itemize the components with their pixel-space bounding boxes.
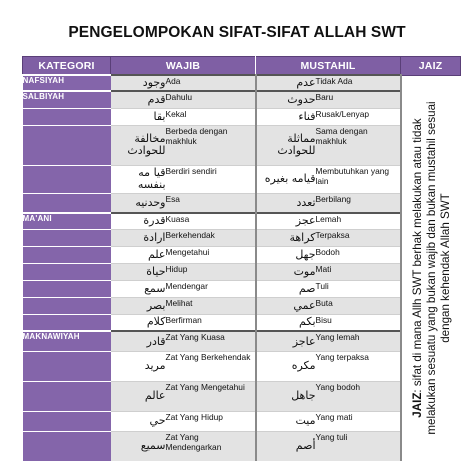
table-row xyxy=(23,280,461,297)
jaiz-cell xyxy=(401,75,461,461)
kategori-cell xyxy=(23,411,111,431)
wajib-meaning-cell: Hidup xyxy=(166,263,256,280)
jaiz-panel xyxy=(402,76,462,461)
jaiz-label: JAIZ xyxy=(410,392,424,418)
wajib-meaning-cell: Esa xyxy=(166,193,256,213)
mustahil-arabic-cell: موت xyxy=(256,263,316,280)
table-row xyxy=(23,351,461,381)
mustahil-meaning-cell: Berbilang xyxy=(316,193,401,213)
wajib-meaning-cell: Mengetahui xyxy=(166,246,256,263)
kategori-cell xyxy=(23,229,111,246)
kategori-cell: MA'ANI xyxy=(23,213,111,229)
table-row xyxy=(23,263,461,280)
mustahil-meaning-cell: Buta xyxy=(316,297,401,314)
kategori-cell xyxy=(23,351,111,381)
wajib-meaning-cell: Berdiri sendiri xyxy=(166,165,256,193)
jaiz-line-1-text: : sifat di mana Allh SWT berhak melakukan atau tidak xyxy=(410,117,424,393)
mustahil-meaning-cell: Terpaksa xyxy=(316,229,401,246)
wajib-arabic-cell: مريد xyxy=(111,351,166,381)
kategori-cell xyxy=(23,280,111,297)
table-row xyxy=(23,125,461,165)
wajib-meaning-cell: Kekal xyxy=(166,108,256,125)
jaiz-line-1 xyxy=(411,78,425,458)
wajib-arabic-cell: وجود xyxy=(111,75,166,91)
table-row xyxy=(23,75,461,91)
mustahil-meaning-cell: Yang lemah xyxy=(316,331,401,351)
mustahil-meaning-cell: Rusak/Lenyap xyxy=(316,108,401,125)
kategori-cell xyxy=(23,193,111,213)
mustahil-meaning-cell: Yang tuli xyxy=(316,431,401,460)
header-wajib: WAJIB xyxy=(111,57,256,76)
mustahil-arabic-cell: كراهة xyxy=(256,229,316,246)
mustahil-meaning-cell: Yang terpaksa xyxy=(316,351,401,381)
table-row xyxy=(23,431,461,460)
kategori-cell xyxy=(23,165,111,193)
wajib-meaning-cell: Melihat xyxy=(166,297,256,314)
wajib-meaning-cell: Zat Yang Kuasa xyxy=(166,331,256,351)
table-row xyxy=(23,381,461,411)
table-row xyxy=(23,246,461,263)
jaiz-definition xyxy=(411,78,453,458)
wajib-meaning-cell: Mendengar xyxy=(166,280,256,297)
wajib-meaning-cell: Berfirman xyxy=(166,314,256,331)
table-row xyxy=(23,297,461,314)
kategori-cell xyxy=(23,381,111,411)
wajib-arabic-cell: قدم xyxy=(111,91,166,108)
wajib-arabic-cell: قدرة xyxy=(111,213,166,229)
kategori-cell xyxy=(23,108,111,125)
mustahil-arabic-cell: فناء xyxy=(256,108,316,125)
table-row xyxy=(23,229,461,246)
wajib-meaning-cell: Dahulu xyxy=(166,91,256,108)
kategori-cell: SALBIYAH xyxy=(23,91,111,108)
wajib-arabic-cell: وحدنيه xyxy=(111,193,166,213)
wajib-arabic-cell: عالم xyxy=(111,381,166,411)
table-row xyxy=(23,108,461,125)
wajib-meaning-cell: Ada xyxy=(166,75,256,91)
wajib-arabic-cell: حي xyxy=(111,411,166,431)
mustahil-arabic-cell: جهل xyxy=(256,246,316,263)
table-row xyxy=(23,411,461,431)
wajib-arabic-cell: كلام xyxy=(111,314,166,331)
mustahil-arabic-cell: ميت xyxy=(256,411,316,431)
wajib-arabic-cell: قادر xyxy=(111,331,166,351)
wajib-arabic-cell: سميع xyxy=(111,431,166,460)
mustahil-meaning-cell: Yang mati xyxy=(316,411,401,431)
wajib-meaning-cell: Kuasa xyxy=(166,213,256,229)
mustahil-meaning-cell: Tuli xyxy=(316,280,401,297)
table-header-row xyxy=(23,57,461,76)
kategori-cell xyxy=(23,297,111,314)
wajib-meaning-cell: Zat Yang Berkehendak xyxy=(166,351,256,381)
mustahil-meaning-cell: Yang bodoh xyxy=(316,381,401,411)
kategori-cell: NAFSIYAH xyxy=(23,75,111,91)
kategori-cell xyxy=(23,246,111,263)
wajib-meaning-cell: Berkehendak xyxy=(166,229,256,246)
kategori-cell: MAKNAWIYAH xyxy=(23,331,111,351)
table-row xyxy=(23,193,461,213)
mustahil-arabic-cell: عدم xyxy=(256,75,316,91)
mustahil-arabic-cell: حدوث xyxy=(256,91,316,108)
mustahil-arabic-cell: عجز xyxy=(256,213,316,229)
mustahil-arabic-cell: عاجز xyxy=(256,331,316,351)
kategori-cell xyxy=(23,314,111,331)
mustahil-arabic-cell: مماثلة للحوادث xyxy=(256,125,316,165)
mustahil-arabic-cell: تعدد xyxy=(256,193,316,213)
mustahil-meaning-cell: Bisu xyxy=(316,314,401,331)
wajib-arabic-cell: حياة xyxy=(111,263,166,280)
wajib-arabic-cell: بقا xyxy=(111,108,166,125)
wajib-meaning-cell: Zat Yang Hidup xyxy=(166,411,256,431)
wajib-meaning-cell: Berbeda dengan makhluk xyxy=(166,125,256,165)
table-body xyxy=(23,75,461,461)
wajib-arabic-cell: ارادة xyxy=(111,229,166,246)
table-row xyxy=(23,165,461,193)
mustahil-arabic-cell: بكم xyxy=(256,314,316,331)
mustahil-arabic-cell: قيامه بغيره xyxy=(256,165,316,193)
mustahil-arabic-cell: أصم xyxy=(256,431,316,460)
kategori-cell xyxy=(23,263,111,280)
mustahil-arabic-cell: عمي xyxy=(256,297,316,314)
mustahil-meaning-cell: Bodoh xyxy=(316,246,401,263)
mustahil-meaning-cell: Mati xyxy=(316,263,401,280)
wajib-arabic-cell: علم xyxy=(111,246,166,263)
wajib-arabic-cell: بصر xyxy=(111,297,166,314)
mustahil-meaning-cell: Tidak Ada xyxy=(316,75,401,91)
mustahil-meaning-cell: Lemah xyxy=(316,213,401,229)
mustahil-meaning-cell: Membutuhkan yang lain xyxy=(316,165,401,193)
sifat-table xyxy=(22,56,461,461)
mustahil-arabic-cell: صم xyxy=(256,280,316,297)
wajib-arabic-cell: مخالفة للحوادث xyxy=(111,125,166,165)
wajib-arabic-cell: قيا مه بنفسه xyxy=(111,165,166,193)
wajib-meaning-cell: Zat Yang Mengetahui xyxy=(166,381,256,411)
table-row xyxy=(23,91,461,108)
kategori-cell xyxy=(23,431,111,460)
table-row xyxy=(23,314,461,331)
header-mustahil: MUSTAHIL xyxy=(256,57,401,76)
mustahil-arabic-cell: مكره xyxy=(256,351,316,381)
header-kategori: KATEGORI xyxy=(23,57,111,76)
table-row xyxy=(23,213,461,229)
page-title: PENGELOMPOKAN SIFAT-SIFAT ALLAH SWT xyxy=(68,24,406,41)
kategori-cell xyxy=(23,125,111,165)
jaiz-line-2: melakukan sesuatu yang bukan wajib dan bukan mustahil sesuai xyxy=(424,100,438,435)
header-jaiz: JAIZ xyxy=(401,57,461,76)
table-row xyxy=(23,331,461,351)
wajib-arabic-cell: سمع xyxy=(111,280,166,297)
mustahil-meaning-cell: Sama dengan makhluk xyxy=(316,125,401,165)
mustahil-arabic-cell: جاهل xyxy=(256,381,316,411)
wajib-meaning-cell: Zat Yang Mendengarkan xyxy=(166,431,256,460)
mustahil-meaning-cell: Baru xyxy=(316,91,401,108)
jaiz-line-3: dengan kehendak Allah SWT xyxy=(438,192,452,343)
